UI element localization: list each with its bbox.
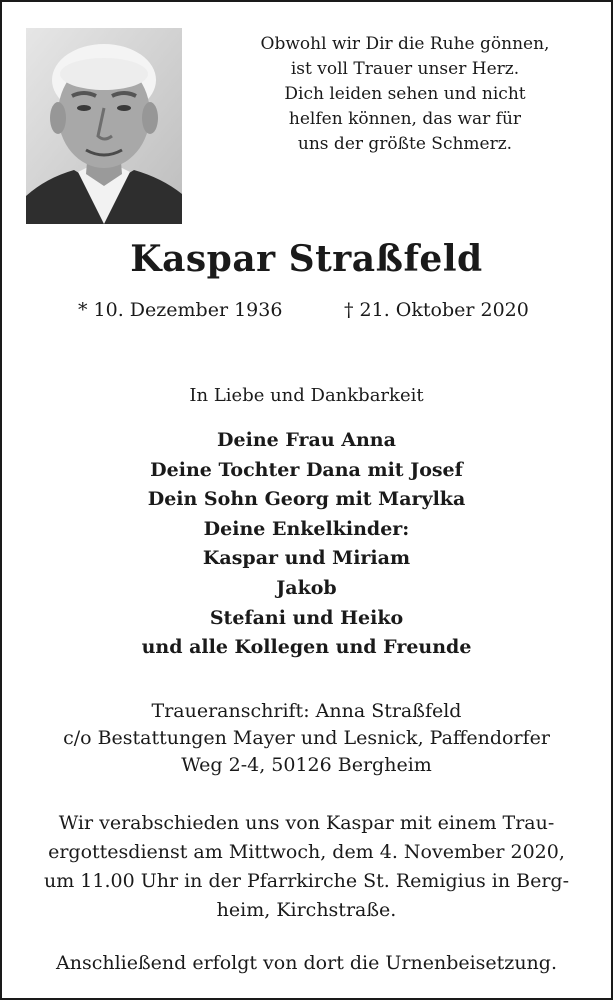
address-line: Weg 2-4, 50126 Bergheim	[181, 754, 432, 776]
service-line: Wir verabschieden uns von Kaspar mit einem Trau-	[58, 812, 555, 834]
family-line: Deine Tochter Dana mit Josef	[150, 458, 463, 481]
family-line: Dein Sohn Georg mit Marylka	[147, 488, 466, 511]
poem-line: uns der größte Schmerz.	[297, 134, 513, 154]
poem-line: ist voll Trauer unser Herz.	[290, 59, 520, 79]
deceased-name: Kaspar Straßfeld	[130, 238, 483, 280]
poem-line: Obwohl wir Dir die Ruhe gönnen,	[260, 34, 550, 54]
poem	[210, 32, 600, 157]
family-list	[2, 426, 611, 663]
closing-text: Anschließend erfolgt von dort die Urnenbeisetzung.	[55, 952, 557, 974]
portrait-photo	[26, 28, 182, 224]
portrait-icon	[26, 28, 182, 224]
service-line: ergottesdienst am Mittwoch, dem 4. November 2020,	[48, 841, 565, 863]
address-line: Traueranschrift: Anna Straßfeld	[151, 700, 462, 722]
family-line: Kaspar und Miriam	[202, 547, 411, 570]
family-line: Jakob	[276, 576, 337, 599]
birth-date: * 10. Dezember 1936	[78, 299, 283, 321]
poem-line: helfen können, das war für	[288, 109, 522, 129]
poem-line: Dich leiden sehen und nicht	[284, 84, 526, 104]
family-line: Deine Frau Anna	[217, 429, 396, 451]
service-info	[2, 809, 611, 925]
family-line: Deine Enkelkinder:	[203, 517, 410, 540]
address-line: c/o Bestattungen Mayer und Lesnick, Paffendorfer	[63, 727, 550, 749]
death-date: † 21. Oktober 2020	[344, 299, 529, 321]
family-line: Stefani und Heiko	[209, 606, 404, 629]
intro-text: In Liebe und Dankbarkeit	[189, 385, 424, 406]
family-line: und alle Kollegen und Freunde	[141, 636, 472, 659]
mourning-address	[2, 698, 611, 779]
service-line: heim, Kirchstraße.	[216, 899, 397, 921]
service-line: um 11.00 Uhr in der Pfarrkirche St. Remigius in Berg-	[44, 870, 569, 892]
